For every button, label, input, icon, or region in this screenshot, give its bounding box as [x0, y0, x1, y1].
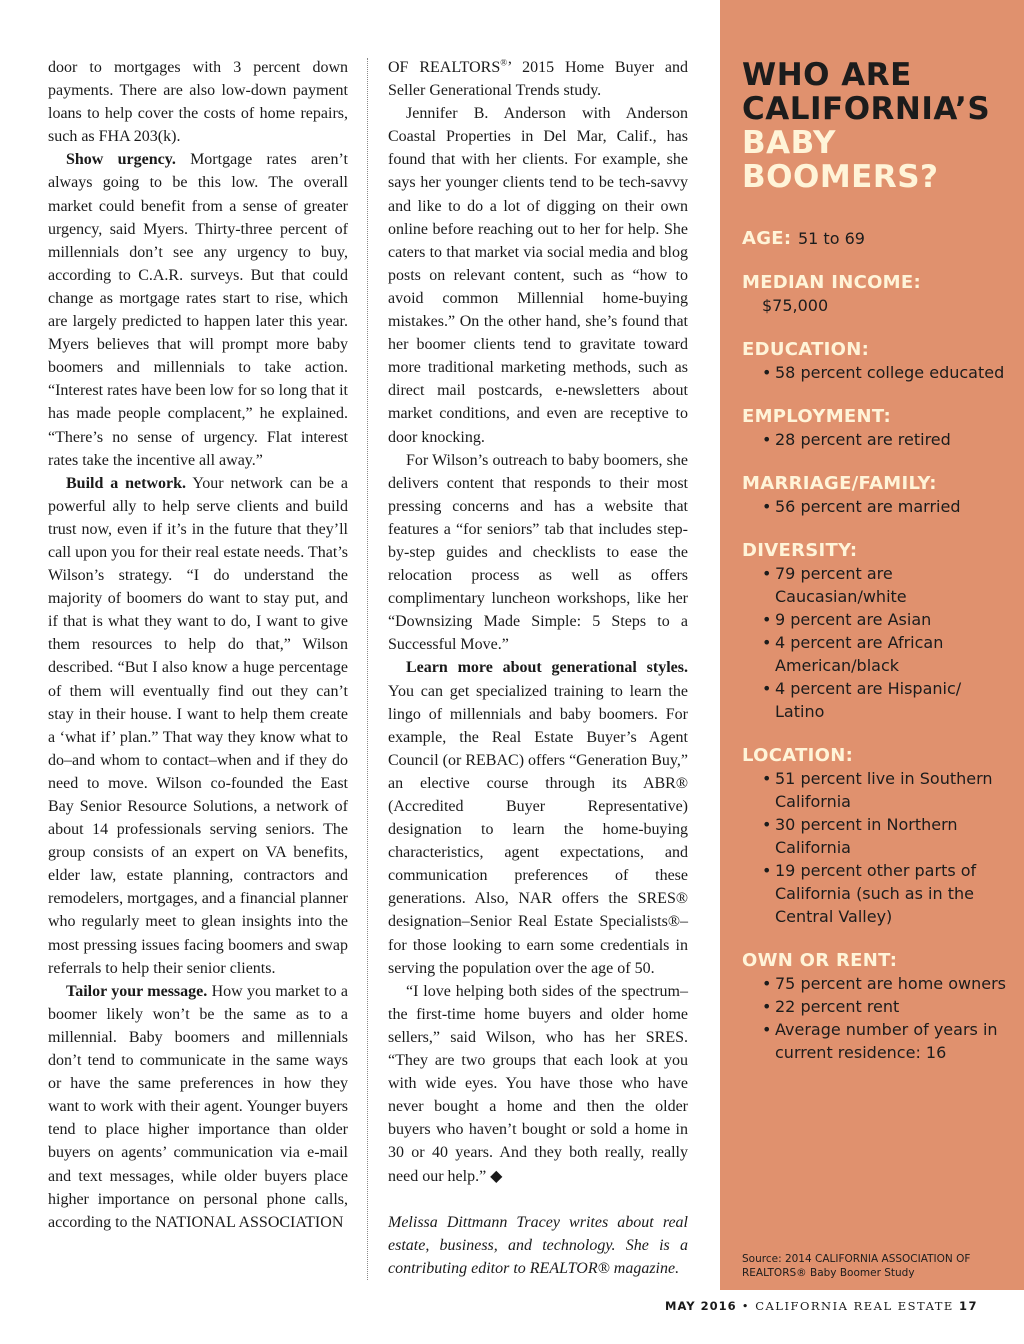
list-item: • 4 percent are Hispanic/ Latino	[762, 677, 1012, 723]
list-item: • 4 percent are African American/black	[762, 631, 1012, 677]
list-item: • Average number of years in current residence: 16	[762, 1018, 1012, 1064]
paragraph: Build a network. Your network can be a powerful ally to help serve clients and build trust now, even if it’s in the future that they’ll call upon you for their real estate needs. That’s Wilson’s strategy. “I do understand the majority of boomers do want to stay put, and if that is what they want to do, I want to give them resources to help do that,” Wilson described. “But I also know a huge percentage of them will eventually find out they can’t stay in their house. I want to help them create a ‘what if’ plan.” That way they know what to do–and whom to contact–when and if they do need to move. Wilson co-founded the East Bay Senior Resource Solutions, a network of about 14 professionals serving seniors. The group consists of an expert on VA benefits, elder law, estate planning, contractors and remodelers, mortgages, and a financial planner who regularly meet to glean insights into the most pressing issues facing boomers and swap referrals to help their senior clients.	[48, 474, 348, 977]
page-footer: MAY 2016 • CALIFORNIA REAL ESTATE 17	[665, 1299, 978, 1313]
sidebar-title: WHO ARE CALIFORNIA’S BABY BOOMERS?	[742, 57, 991, 195]
paragraph-lead: Learn more about generational styles.	[406, 659, 688, 677]
list-item: • 58 percent college educated	[762, 361, 1012, 384]
list-item: • 75 percent are home owners	[762, 972, 1012, 995]
list-item: • 56 percent are married	[762, 495, 1012, 518]
list-item: • 28 percent are retired	[762, 428, 1012, 451]
list-item: • 9 percent are Asian	[762, 608, 1012, 631]
stat-age: AGE: 51 to 69	[742, 228, 865, 249]
list-item: • 51 percent live in Southern California	[762, 767, 1012, 813]
article-column-1	[48, 56, 348, 1234]
stat-employment: EMPLOYMENT: • 28 percent are retired	[742, 406, 1012, 451]
paragraph: door to mortgages with 3 percent down payments. There are also low-down payment loans to help cover the costs of home repairs, such as FHA 203(k).	[48, 59, 348, 146]
paragraph-lead: Tailor your message.	[66, 982, 208, 1000]
stat-location: LOCATION: • 51 percent live in Southern California • 30 percent in Northern California • 19 percent other parts of California (such as in the Central Valley)	[742, 745, 1012, 928]
list-item: • 79 percent are Caucasian/white	[762, 562, 1012, 608]
stat-education: EDUCATION: • 58 percent college educated	[742, 339, 1012, 384]
stat-own-or-rent: OWN OR RENT: • 75 percent are home owners • 22 percent rent • Average number of years in current residence: 16	[742, 950, 1012, 1064]
paragraph: Learn more about generational styles. You can get specialized training to learn the lingo of millennials and baby boomers. For example, the Real Estate Buyer’s Agent Council (or REBAC) offers “Generation Buy,” an elective course through its ABR® (Accredited Buyer Representative) designation to learn the home-buying characteristics, agent expectations, and communication preferences of these generations. Also, NAR offers the SRES® designation–Senior Real Estate Specialists®–for those looking to earn some credentials in serving the population over the age of 50.	[388, 659, 688, 977]
paragraph: Jennifer B. Anderson with Anderson Coastal Properties in Del Mar, Calif., has found that with her clients. For example, she says her younger clients tend to be tech-savvy and like to do a lot of digging on their own online before reaching out to her for help. She caters to that market via social media and blog posts on relevant content, such as “how to avoid common Millennial home-buying mistakes.” On the other hand, she’s found that her boomer clients tend to gravitate toward more traditional marketing methods, such as direct mail postcards, e-newsletters about market conditions, and even are receptive to door knocking.	[388, 105, 688, 446]
list-item: • 19 percent other parts of California (such as in the Central Valley)	[762, 859, 1012, 928]
paragraph-lead: Build a network.	[66, 474, 187, 492]
column-divider	[367, 58, 368, 1280]
paragraph: “I love helping both sides of the spectrum–the first-time home buyers and older home sellers,” said Wilson, who has her SRES. “They are two groups that each look at you with wide eyes. You have those who have never bought a home and then the older buyers who haven’t bought or sold a home in 30 or 40 years. And they both really, really need our help.” ◆	[388, 982, 688, 1185]
list-item: • 30 percent in Northern California	[762, 813, 1012, 859]
sidebar-source: Source: 2014 CALIFORNIA ASSOCIATION OF REALTORS® Baby Boomer Study	[742, 1253, 971, 1279]
article-column-2	[388, 56, 688, 1280]
page-number: 17	[958, 1299, 978, 1313]
paragraph: Show urgency. Mortgage rates aren’t always going to be this low. The overall market could benefit from a sense of greater urgency, said Myers. Thirty-three percent of millennials don’t see any urgency to buy, according to C.A.R. surveys. But that could change as mortgage rates start to rise, which are largely predicted to happen later this year. Myers believes that will prompt more baby boomers and millennials to take action. “Interest rates have been low for so long that it has made people complacent,” he explained. “There’s no sense of urgency. Flat interest rates take the incentive all away.”	[48, 151, 348, 469]
stat-marriage: MARRIAGE/FAMILY: • 56 percent are married	[742, 473, 1012, 518]
paragraph: For Wilson’s outreach to baby boomers, she delivers content that responds to their most pressing concerns and has a website that features a “for seniors” tab that includes step-by-step guides and checklists to ease the relocation process as well as offers complimentary luncheon workshops, like her “Downsizing Made Simple: 5 Steps to a Successful Move.”	[388, 451, 688, 654]
stat-diversity: DIVERSITY: • 79 percent are Caucasian/white • 9 percent are Asian • 4 percent are African American/black • 4 percent are Hispanic/ Latino	[742, 540, 1012, 723]
paragraph: Tailor your message. How you market to a boomer likely won’t be the same as to a millennial. Baby boomers and millennials don’t tend to communicate in the same ways or have the same preferences in how they want to work with their agent. Younger buyers tend to place higher importance than older buyers on agents’ communication via e-mail and text messages, while older buyers place higher importance on personal phone calls, according to the NATIONAL ASSOCIATION	[48, 982, 348, 1231]
paragraph: OF REALTORS®’ 2015 Home Buyer and Seller Generational Trends study.	[388, 57, 688, 100]
paragraph-lead: Show urgency.	[66, 151, 176, 169]
stat-income: MEDIAN INCOME: $75,000	[742, 272, 921, 315]
sidebar-baby-boomers	[720, 0, 1024, 1290]
author-byline: Melissa Dittmann Tracey writes about real estate, business, and technology. She is a contributing editor to REALTOR® magazine.	[388, 1213, 688, 1277]
list-item: • 22 percent rent	[762, 995, 1012, 1018]
